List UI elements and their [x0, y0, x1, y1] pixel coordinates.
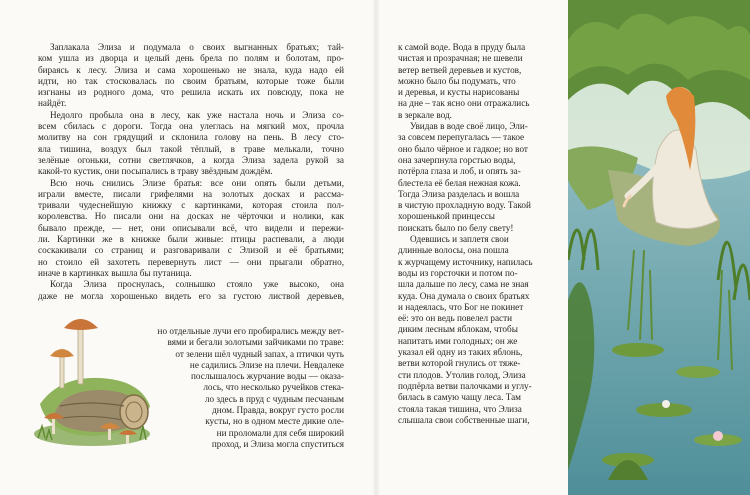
text-line: в зеркале вод.	[398, 109, 452, 120]
text-line: потёрла глаза и лоб, и опять за-	[398, 166, 521, 177]
text-line: поискать было по белу свету!	[398, 222, 514, 233]
text-line: можно было бы подумать, что	[398, 75, 516, 86]
text-line: изгнаны из родного дома, что решила искать их повсюду, пока не	[38, 87, 344, 98]
mushroom-log-illustration	[30, 306, 160, 452]
text-line: ло здесь в пруд с чудным песчаным	[204, 393, 344, 404]
text-line: бывало прежде, — нет, они описывали всё, что видели и пережи-	[38, 222, 344, 233]
text-line: молитву на сон грядущий и склонила голову на пень. В лесу сто-	[38, 132, 344, 143]
text-line: слышала свои собственные шаги,	[398, 414, 530, 425]
text-line: её: это он ведь повелел расти	[398, 313, 513, 324]
text-line: и деревья, и кусты нарисованы	[398, 87, 520, 98]
text-line: за совсем перепугалась — такое	[398, 132, 525, 143]
text-line: послышалось журчание воды — оказа-	[191, 371, 344, 382]
text-line: блестела её белая нежная кожа.	[398, 177, 521, 188]
text-line: ветер ветвей деревьев и кустов,	[398, 64, 522, 75]
text-line: Когда Элиза проснулась, солнышко стояло уже высоко, она	[50, 279, 344, 290]
text-line: ни проломали для себя широкий	[216, 427, 344, 438]
text-line: ветви которой гнулись от тяже-	[398, 358, 521, 369]
text-line: идти, но так стосковалась по своим братьям, которые тоже были	[38, 75, 344, 86]
left-page-text-top	[38, 42, 344, 302]
text-line: лось, что несколько ручейков стека-	[203, 382, 344, 393]
text-line: хорошенькой принцессы	[398, 211, 495, 222]
text-line: даже не могла хорошенько видеть его за густою листвой деревьев,	[38, 290, 344, 301]
text-line: ком ушла из дворца и целый день брела по полям и болотам, про-	[38, 53, 344, 64]
text-line: Тогда Элиза разделась и вошла	[398, 188, 520, 199]
text-line: длинные волосы, она пошла	[398, 245, 509, 256]
text-line: но стоило ей захотеть перевернуть лист — они прыгали обратно,	[38, 256, 344, 267]
text-line: оно было чёрное и гадкое; но вот	[398, 143, 528, 154]
text-line: Всю ночь снились Элизе братья: все они опять были детьми,	[50, 177, 344, 188]
text-line: куда. Она думала о своих братьях	[398, 290, 530, 301]
text-line: играли вместе, писали грифелями на золотых досках и рассма-	[38, 188, 344, 199]
text-line: стояла такая тишина, что Элиза	[398, 403, 522, 414]
text-line: дном. Правда, вокруг густо росли	[212, 405, 344, 416]
text-line: диким лесным яблокам, чтобы	[398, 324, 518, 335]
left-page-text-bottom	[145, 326, 344, 450]
text-line: вями и бегали золотыми зайчиками по траве:	[167, 337, 344, 348]
text-line: шла дальше по лесу, сама не зная	[398, 279, 529, 290]
text-line: всем сбилась с дороги. Тогда она улеглась на мягкий мох, прочла	[38, 121, 344, 132]
text-line: но отдельные лучи его пробирались между вет-	[157, 326, 344, 336]
text-line: тривали чудеснейшую книжку с картинками, которая стоила пол-	[38, 200, 344, 211]
text-line: чистая и прозрачная; не шевели	[398, 53, 523, 64]
text-line: от зелени шёл чудный запах, а птички чуть	[175, 348, 344, 359]
text-line: она зачерпнула горстью воды,	[398, 154, 516, 165]
text-line: к самой воде. Вода в пруду была	[398, 42, 526, 52]
text-line: в чистую прохладную воду. Такой	[398, 200, 531, 211]
text-line: какой-то кустик, они посыпались в траву звёздным дождём.	[38, 166, 273, 177]
text-line: напитать ими голодных; он же	[398, 335, 518, 346]
text-line: и надеялась, что Бог не покинет	[398, 301, 524, 312]
text-line: воды из горсточки и потом по-	[398, 267, 518, 278]
text-line: на дне – так ясно они отражались	[398, 98, 530, 109]
text-line: бираясь к лесу. Элиза и сама хорошенько не знала, куда надо ей	[38, 64, 344, 75]
text-line: кусты, но в одном месте дикие оле-	[205, 416, 344, 427]
girl-by-pond-illustration	[568, 0, 750, 495]
right-page-text	[398, 42, 557, 426]
text-line: соскакивали со страниц и разговаривали с Элизой и её братьями;	[38, 245, 344, 256]
text-line: Недолго пробыла она в лесу, как уже настала ночь и Элиза со-	[50, 109, 344, 120]
text-line: зелёные огоньки, сотни светлячков, а когда Элиза задела рукой за	[38, 154, 344, 165]
text-line: не садились Элизе на плечи. Невдалеке	[189, 359, 344, 370]
text-line: билась в самую чащу леса. Там	[398, 392, 521, 403]
text-line: иначе в картинках вышла бы путаница.	[38, 267, 192, 278]
text-line: ли. Картинки же в книжке были живые: птицы распевали, а люди	[38, 234, 344, 245]
text-line: найдёт.	[38, 98, 67, 109]
book-gutter	[372, 0, 380, 495]
text-line: яла тишина, воздух был такой тёплый, в траве мелькали, точно	[38, 143, 344, 154]
text-line: Заплакала Элиза и подумала о своих выгнанных братьях; тай-	[50, 42, 344, 52]
text-line: сти плодов. Утолив голод, Элиза	[398, 369, 526, 380]
text-line: указал ей одну из таких яблонь,	[398, 347, 523, 358]
text-line: королевства. Но писали они на досках не чёрточки и нолики, как	[38, 211, 344, 222]
text-line: подпёрла ветви палочками и углу-	[398, 380, 532, 391]
text-line: проход, и Элиза могла спуститься	[211, 438, 344, 449]
text-line: к журчащему источнику, напилась	[398, 256, 533, 267]
text-line: Увидав в воде своё лицо, Эли-	[410, 121, 528, 132]
text-line: Одевшись и заплетя свои	[410, 234, 509, 245]
